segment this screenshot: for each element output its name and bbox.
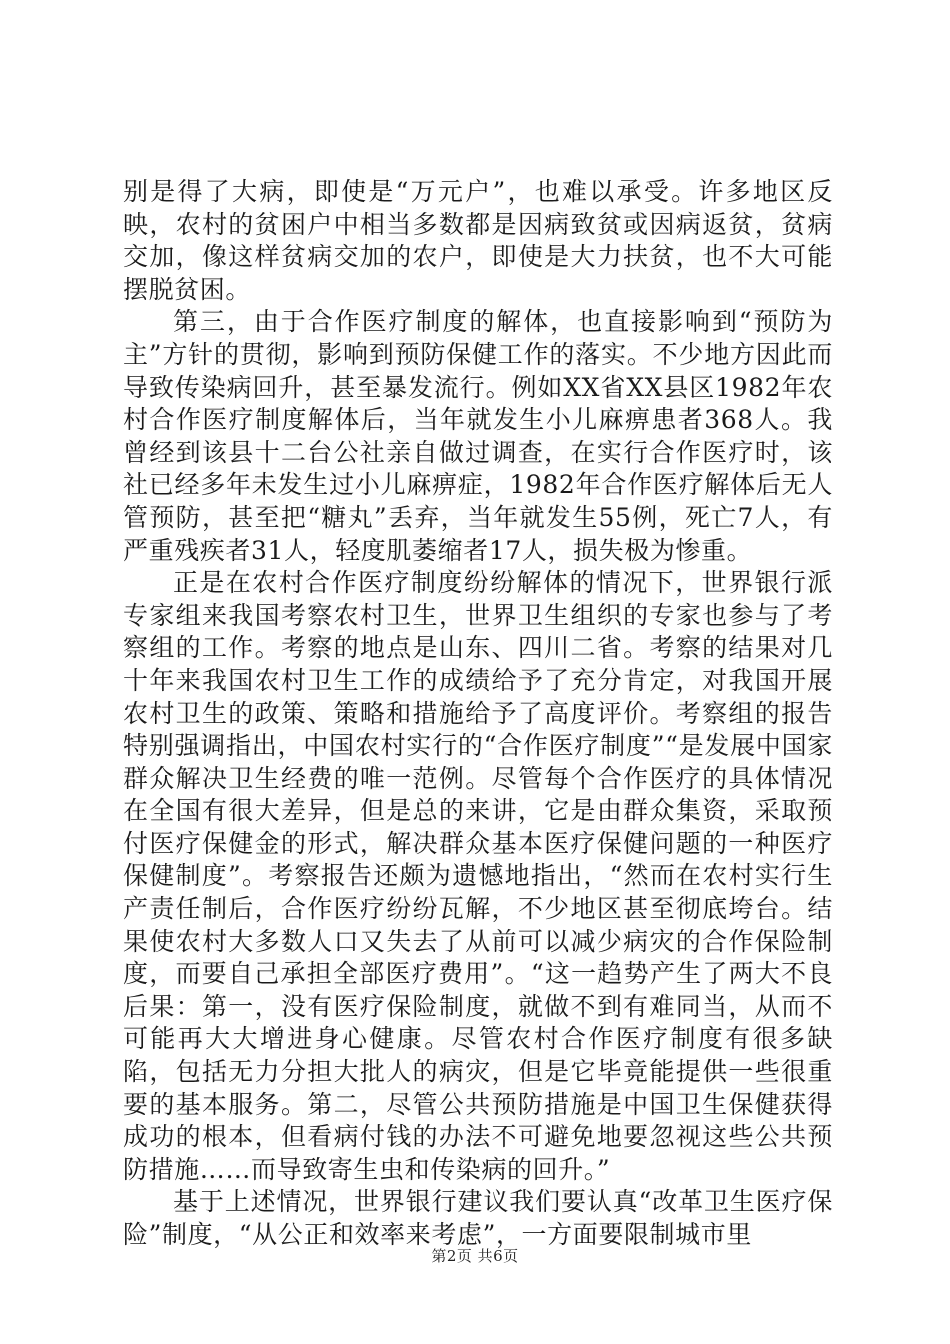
page-number-footer: 第2页 共6页	[431, 1247, 519, 1265]
paragraph-world-bank-survey: 正是在农村合作医疗制度纷纷解体的情况下，世界银行派专家组来我国考察农村卫生，世界卫生组织的专家也参与了考察组的工作。考察的地点是山东、四川二省。考察的结果对几十年来我国农村卫生工作的成绩给予了充分肯定，对我国开展农村卫生的政策、策略和措施给予了高度评价。考察组的报告特别强调指出，中国农村实行的“合作医疗制度”“是发展中国家群众解决卫生经费的唯一范例。尽管每个合作医疗的具体情况在全国有很大差异，但是总的来讲，它是由群众集资，采取预付医疗保健金的形式，解决群众基本医疗保健问题的一种医疗保健制度”。考察报告还颇为遗憾地指出，“然而在农村实行生产责任制后，合作医疗纷纷瓦解，不少地区甚至彻底垮台。结果使农村大多数人口又失去了从前可以减少病灾的合作保险制度，而要自己承担全部医疗费用”。“这一趋势产生了两大不良后果：第一，没有医疗保险制度，就做不到有难同当，从而不可能再大大增进身心健康。尽管农村合作医疗制度有很多缺陷，包括无力分担大批人的病灾，但是它毕竟能提供一些很重要的基本服务。第二，尽管公共预防措施是中国卫生保健获得成功的根本，但看病付钱的办法不可避免地要忽视这些公共预防措施……而导致寄生虫和传染病的回升。”	[123, 568, 833, 1184]
paragraph-continued: 别是得了大病，即使是“万元户”，也难以承受。许多地区反映，农村的贫困户中相当多数都是因病致贫或因病返贫，贫病交加，像这样贫病交加的农户，即使是大力扶贫，也不大可能摆脱贫困。	[123, 177, 833, 304]
body-text	[123, 176, 833, 1252]
paragraph-world-bank-recommendation: 基于上述情况，世界银行建议我们要认真“改革卫生医疗保险”制度，“从公正和效率来考虑”，一方面要限制城市里	[123, 1187, 833, 1249]
paragraph-third-point: 第三，由于合作医疗制度的解体，也直接影响到“预防为主”方针的贯彻，影响到预防保健工作的落实。不少地方因此而导致传染病回升，甚至暴发流行。例如XX省XX县区1982年农村合作医疗制度解体后，当年就发生小儿麻痹患者368人。我曾经到该县十二台公社亲自做过调查，在实行合作医疗时，该社已经多年未发生过小儿麻痹症，1982年合作医疗解体后无人管预防，甚至把“糖丸”丢弃，当年就发生55例，死亡7人，有严重残疾者31人，轻度肌萎缩者17人，损失极为惨重。	[123, 307, 833, 565]
